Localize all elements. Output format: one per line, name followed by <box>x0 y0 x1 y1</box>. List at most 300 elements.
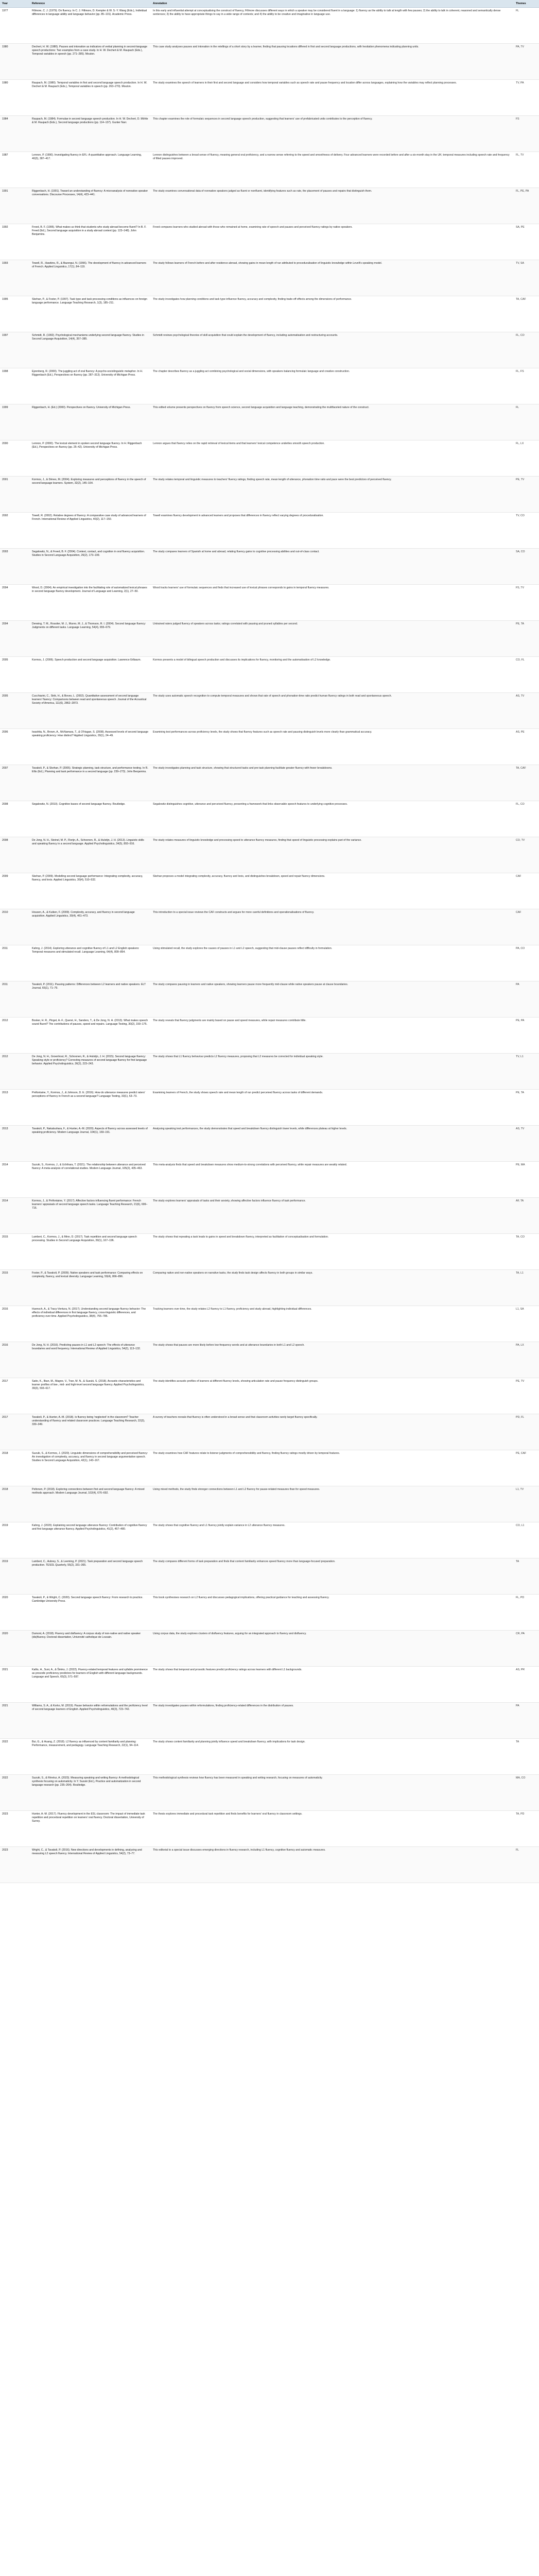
year-cell: 2022 <box>0 1775 30 1811</box>
reference-text[interactable]: Skehan, P., & Foster, P. (1997). Task type and task processing conditions as influences on foreign language performance. Language Teaching Research, 1(3), 185–211. <box>32 298 147 304</box>
reference-text[interactable]: Cucchiarini, C., Strik, H., & Boves, L. (2002). Quantitative assessment of second language learners' fluency: Comparisons between read and spontaneous speech. Journal of the Acoustical Society of America, 111(6), 2862–2873. <box>32 694 147 705</box>
themes-cell: CAF <box>514 909 539 945</box>
annotation-cell: A survey of teachers reveals that fluency is often understood in a broad sense and that classroom activities rarely target fluency specifically. <box>151 1414 514 1450</box>
year-cell: 1991 <box>0 188 30 224</box>
year-cell: 2011 <box>0 981 30 1018</box>
reference-text[interactable]: Fillmore, C. J. (1979). On fluency. In C. J. Fillmore, D. Kempler & W. S.-Y. Wang (Eds.), Individual differences in language ability and language behavior (pp. 85–101). Academic Press. <box>32 9 147 16</box>
reference-text[interactable]: Segalowitz, N. (2010). Cognitive bases of second language fluency. Routledge. <box>32 803 126 806</box>
year-cell: 2010 <box>0 909 30 945</box>
table-row <box>0 945 539 981</box>
reference-text[interactable]: Raupach, M. (1980). Temporal variables in first and second language speech production. In H. W. Dechert & M. Raupach (Eds.), Temporal variables in speech (pp. 263–270). Mouton. <box>32 81 147 88</box>
reference-cell <box>30 224 151 260</box>
reference-text[interactable]: Huensch, A., & Tracy-Ventura, N. (2017). Understanding second language fluency behavior: The effects of individual differences in first language fluency, cross-linguistic differences, and proficiency over time. Applied Psycholinguistics, 38(4), 755–785. <box>32 1308 146 1318</box>
table-row <box>0 368 539 404</box>
reference-cell <box>30 1667 151 1703</box>
annotation-cell: The study reveals that fluency judgments are mainly based on pause and speed measures, while repair measures contribute little. <box>151 1018 514 1054</box>
reference-text[interactable]: Segalowitz, N., & Freed, B. F. (2004). Context, contact, and cognition in oral fluency acquisition. Studies in Second Language Acquisition, 26(2), 173–199. <box>32 550 145 557</box>
table-row <box>0 909 539 945</box>
annotation-cell: This chapter examines the role of formulaic sequences in second language speech production, suggesting that learners' use of prefabricated units contributes to the perception of fluency. <box>151 116 514 152</box>
annotation-cell: The study examines the speech of learners in their first and second language and considers how temporal variables such as speech rate and pause frequency and location differ across languages, explaining how the variables may reflect planning processes. <box>151 80 514 116</box>
year-cell: 2012 <box>0 1054 30 1090</box>
reference-cell <box>30 404 151 440</box>
reference-text[interactable]: Bui, G., & Huang, Z. (2018). L2 fluency as influenced by content familiarity and planning: Performance, measurement, and pedagogy. Language Teaching Research, 22(1), 94–114. <box>32 1740 139 1747</box>
themes-cell: AS, PR <box>514 1667 539 1703</box>
table-row <box>0 116 539 152</box>
year-cell: 2008 <box>0 837 30 873</box>
year-cell: 2007 <box>0 765 30 801</box>
annotation-cell: Schmidt reviews psychological theories of skill acquisition that could explain the development of fluency, including automatisation and restructuring accounts. <box>151 332 514 368</box>
reference-cell <box>30 1450 151 1486</box>
table-row <box>0 1522 539 1558</box>
year-cell: 2022 <box>0 1739 30 1775</box>
reference-cell <box>30 1162 151 1198</box>
themes-cell: FL <box>514 8 539 44</box>
table-row <box>0 837 539 873</box>
table-row <box>0 332 539 368</box>
reference-cell <box>30 188 151 224</box>
annotation-cell: The study explores learners' appraisals of tasks and their anxiety, showing affective factors influence fluency of task performance. <box>151 1198 514 1234</box>
table-row <box>0 1054 539 1090</box>
year-cell: 1995 <box>0 296 30 332</box>
year-cell: 2015 <box>0 1234 30 1270</box>
year-cell: 2019 <box>0 1558 30 1595</box>
reference-cell <box>30 152 151 188</box>
year-cell: 1977 <box>0 8 30 44</box>
table-body <box>0 8 539 1883</box>
reference-text[interactable]: Lennon, P. (2000). The lexical element in spoken second language fluency. In H. Riggenbach (Ed.), Perspectives on fluency (pp. 25–42). University of Michigan Press. <box>32 442 142 449</box>
reference-cell <box>30 1558 151 1595</box>
year-cell: 2013 <box>0 1126 30 1162</box>
table-row <box>0 801 539 837</box>
reference-text[interactable]: Suzuki, S., & Révész, A. (2023). Measuring speaking and writing fluency: A methodological synthesis focusing on automaticity. In Y. Suzuki (Ed.), Practice and automatization in second language research (pp. 235–264). Routledge. <box>32 1776 141 1787</box>
themes-cell: L1, TV <box>514 1486 539 1522</box>
annotation-cell: The study shows content familiarity and planning jointly influence speed and breakdown fluency, with implications for task design. <box>151 1739 514 1775</box>
reference-cell <box>30 1703 151 1739</box>
header-year: Year <box>0 0 30 8</box>
year-cell: 2023 <box>0 1847 30 1883</box>
themes-cell: PE, TA <box>514 1090 539 1126</box>
reference-cell <box>30 1054 151 1090</box>
year-cell: 2017 <box>0 1414 30 1450</box>
annotation-cell: Comparing native and non-native speakers on narrative tasks, the study finds task design affects fluency in both groups in similar ways. <box>151 1270 514 1306</box>
reference-text[interactable]: Tavakoli, P., & Skehan, P. (2005). Strategic planning, task structure, and performance testing. In R. Ellis (Ed.), Planning and task performance in a second language (pp. 239–273). John Benjamins. <box>32 767 148 773</box>
annotation-cell: Segalowitz distinguishes cognitive, utterance and perceived fluency, presenting a framework that links observable speech features to underlying cognitive processes. <box>151 801 514 837</box>
annotation-cell: Using stimulated recall, the study explores the causes of pauses in L1 and L2 speech, suggesting that mid-clause pauses reflect difficulty in formulation. <box>151 945 514 981</box>
themes-cell: PA, CO <box>514 945 539 981</box>
annotation-cell: The study uses automatic speech recognition to compute temporal measures and shows that rate of speech and phonation-time ratio predict human fluency ratings in both read and spontaneous speech. <box>151 693 514 729</box>
reference-text[interactable]: Towell, R., Hawkins, R., & Bazergui, N. (1996). The development of fluency in advanced learners of French. Applied Linguistics, 17(1), 84–119. <box>32 262 146 268</box>
year-cell: 2000 <box>0 440 30 477</box>
annotation-cell: This introduction to a special issue reviews the CAF constructs and argues for more careful definitions and operationalisations of fluency. <box>151 909 514 945</box>
annotation-cell: The study compares different forms of task preparation and finds that content familiarity enhances speed fluency more than language-focused preparation. <box>151 1558 514 1595</box>
themes-cell: AF, TA <box>514 1198 539 1234</box>
reference-cell <box>30 621 151 657</box>
reference-cell <box>30 1775 151 1811</box>
themes-cell: CAF <box>514 873 539 909</box>
table-row <box>0 1703 539 1739</box>
annotation-cell: The study examines how CAF features relate to listener judgments of comprehensibility and fluency, finding fluency ratings mostly driven by temporal features. <box>151 1450 514 1486</box>
themes-cell: TA, CO <box>514 1234 539 1270</box>
themes-cell: FL, CO <box>514 801 539 837</box>
annotation-cell: Towell examines fluency development in advanced learners and proposes that differences in fluency reflect varying degrees of proceduralisation. <box>151 513 514 549</box>
annotation-cell: The study shows that cognitive fluency and L1 fluency jointly explain variance in L2 utterance fluency measures. <box>151 1522 514 1558</box>
reference-text[interactable]: Kallio, H., Suni, A., & Šimko, J. (2022). Fluency-related temporal features and syllable prominence as prosodic proficiency predictors for learners of English with different language backgrounds. Language and Speech, 65(3), 571–597. <box>32 1668 148 1679</box>
reference-cell <box>30 296 151 332</box>
table-row <box>0 404 539 440</box>
reference-text[interactable]: Raupach, M. (1984). Formulae in second language speech production. In H. W. Dechert, D. Möhle & M. Raupach (Eds.), Second language productions (pp. 114–137). Gunter Narr. <box>32 117 148 124</box>
reference-cell <box>30 8 151 44</box>
table-row <box>0 513 539 549</box>
reference-cell <box>30 44 151 80</box>
themes-cell: AS, TV <box>514 1126 539 1162</box>
annotation-cell: The study relates temporal and linguistic measures to teachers' fluency ratings, finding speech rate, mean length of utterance, phonation time ratio and pace were the best predictors of perceived fluency. <box>151 477 514 513</box>
table-row <box>0 1667 539 1703</box>
themes-cell: SA, PE <box>514 224 539 260</box>
annotation-cell: The study follows learners of French before and after residence abroad, showing gains in mean length of run attributed to proceduralisation of linguistic knowledge within Levelt's speaking model. <box>151 260 514 296</box>
themes-cell: PD, FL <box>514 1414 539 1450</box>
themes-cell: AS, TV <box>514 693 539 729</box>
year-cell: 2016 <box>0 1306 30 1342</box>
reference-text[interactable]: Hunter, A.-M. (2017). Fluency development in the ESL classroom: The impact of immediate task repetition and procedural repetition on learners' oral fluency. Doctoral dissertation, University of Surrey. <box>32 1812 145 1823</box>
year-cell: 1997 <box>0 332 30 368</box>
reference-text[interactable]: Suzuki, S., & Kormos, J. (2020). Linguistic dimensions of comprehensibility and perceived fluency: An investigation of complexity, accuracy, and fluency in second language argumentative speech. Studies in Second Language Acquisition, 42(1), 143–167. <box>32 1452 148 1462</box>
themes-cell: TA, CAF <box>514 765 539 801</box>
table-row <box>0 693 539 729</box>
reference-text[interactable]: Kahng, J. (2014). Exploring utterance and cognitive fluency of L1 and L2 English speakers: Temporal measures and stimulated recall. Language Learning, 64(4), 809–854. <box>32 947 140 954</box>
annotation-cell: The study relates measures of linguistic knowledge and processing speed to utterance fluency measures, finding that speed of linguistic processing explains part of the variance. <box>151 837 514 873</box>
annotation-cell: Examining test performances across proficiency levels, the study shows that fluency features such as speech rate and pausing distinguish levels more clearly than grammatical accuracy. <box>151 729 514 765</box>
themes-cell: TV, SA <box>514 260 539 296</box>
themes-cell: L1, SA <box>514 1306 539 1342</box>
reference-text[interactable]: Tavakoli, P. (2011). Pausing patterns: Differences between L2 learners and native speakers. ELT Journal, 65(1), 71–79. <box>32 983 146 990</box>
reference-cell <box>30 1595 151 1631</box>
table-row <box>0 44 539 80</box>
table-row <box>0 1775 539 1811</box>
annotation-cell: Tracking learners over time, the study relates L2 fluency to L1 fluency, proficiency and study abroad, highlighting individual differences. <box>151 1306 514 1342</box>
year-cell: 2017 <box>0 1378 30 1414</box>
reference-text[interactable]: Dechert, H. W. (1980). Pauses and intonation as indicators of verbal planning in second-language speech productions: Two examples from a case study. In H. W. Dechert & M. Raupach (Eds.), Temporal variables in speech (pp. 271–285). Mouton. <box>32 45 148 56</box>
reference-text[interactable]: Skehan, P. (2009). Modelling second language performance: Integrating complexity, accuracy, fluency, and lexis. Applied Linguistics, 30(4), 510–532. <box>32 875 143 882</box>
reference-cell <box>30 1811 151 1847</box>
year-cell: 2008 <box>0 801 30 837</box>
table-row <box>0 8 539 44</box>
annotation-cell: The study shows that L1 fluency behaviour predicts L2 fluency measures, proposing that L2 measures be corrected for individual speaking style. <box>151 1054 514 1090</box>
themes-cell: TV, PA <box>514 80 539 116</box>
annotation-cell: The chapter describes fluency as a juggling act combining psychological and social dimensions, with speakers balancing formulaic language and creative construction. <box>151 368 514 404</box>
header-reference: Reference <box>30 0 151 8</box>
annotation-cell: Using mixed methods, the study finds stronger connections between L1 and L2 fluency for pause-related measures than for speed measures. <box>151 1486 514 1522</box>
header-annotation: Annotation <box>151 0 514 8</box>
reference-cell <box>30 549 151 585</box>
reference-text[interactable]: Kormos, J. (2006). Speech production and second language acquisition. Lawrence Erlbaum. <box>32 658 141 662</box>
year-cell: 1980 <box>0 80 30 116</box>
table-row <box>0 1090 539 1126</box>
themes-cell: PE, PA <box>514 1018 539 1054</box>
annotation-cell: Lennon distinguishes between a broad sense of fluency, meaning general oral proficiency, and a narrow sense referring to the speed and smoothness of delivery. Four advanced learners were recorded before and after a six-month stay in the UK; temporal measures including speech rate and frequency of filled pauses improved. <box>151 152 514 188</box>
year-cell: 2014 <box>0 1162 30 1198</box>
year-cell: 2018 <box>0 1450 30 1486</box>
reference-text[interactable]: Wood, D. (2004). An empirical investigation into the facilitating role of automatized lexical phrases in second language fluency development. Journal of Language and Learning, 2(1), 27–50. <box>32 586 147 593</box>
table-row <box>0 1811 539 1847</box>
annotation-cell: Examining learners of French, the study shows speech rate and mean length of run predict perceived fluency across tasks of different demands. <box>151 1090 514 1126</box>
table-row <box>0 440 539 477</box>
reference-text[interactable]: De Jong, N. H. (2016). Predicting pauses in L1 and L2 speech: The effects of utterance boundaries and word frequency. International Review of Applied Linguistics, 54(2), 113–132. <box>32 1344 141 1350</box>
annotation-cell: The study identifies acoustic profiles of learners at different fluency levels, showing articulation rate and pause frequency distinguish groups. <box>151 1378 514 1414</box>
table-row <box>0 152 539 188</box>
reference-text[interactable]: Iwashita, N., Brown, A., McNamara, T., & O'Hagan, S. (2008). Assessed levels of second language speaking proficiency: How distinct? Applied Linguistics, 29(1), 24–49. <box>32 731 149 737</box>
year-cell: 1999 <box>0 404 30 440</box>
themes-cell: PA, TV <box>514 44 539 80</box>
annotation-cell: The study investigates pauses within reformulations, finding proficiency-related differences in the distribution of pauses. <box>151 1703 514 1739</box>
reference-text[interactable]: Tavakoli, P., & Wright, C. (2020). Second language speech fluency: From research to practice. Cambridge University Press. <box>32 1596 143 1603</box>
reference-cell <box>30 729 151 765</box>
themes-cell: FL, LX <box>514 440 539 477</box>
table-row <box>0 1739 539 1775</box>
year-cell: 1984 <box>0 116 30 152</box>
reference-cell <box>30 873 151 909</box>
year-cell: 2006 <box>0 729 30 765</box>
themes-cell: FS, TV <box>514 585 539 621</box>
annotation-cell: The study shows that repeating a task leads to gains in speed and breakdown fluency, interpreted as facilitation of conceptualisation and formulation. <box>151 1234 514 1270</box>
reference-text[interactable]: Riggenbach, H. (Ed.) (2000). Perspectives on fluency. University of Michigan Press. <box>32 406 131 409</box>
reference-text[interactable]: Kormos, J., & Dénes, M. (2004). Exploring measures and perceptions of fluency in the speech of second language learners. System, 32(2), 145–164. <box>32 478 146 485</box>
reference-text[interactable]: Schmidt, R. (1992). Psychological mechanisms underlying second language fluency. Studies in Second Language Acquisition, 14(4), 357–385. <box>32 334 144 341</box>
annotation-cell: Analysing speaking test performances, the study demonstrates that speed and breakdown fluency distinguish lower levels, while differences plateau at higher levels. <box>151 1126 514 1162</box>
year-cell: 1998 <box>0 368 30 404</box>
reference-text[interactable]: Lambert, C., Aubrey, S., & Leeming, P. (2021). Task preparation and second language speech production. TESOL Quarterly, 55(2), 331–365. <box>32 1560 143 1567</box>
table-row <box>0 1450 539 1486</box>
themes-cell: TA, PD <box>514 1811 539 1847</box>
year-cell: 2009 <box>0 873 30 909</box>
reference-text[interactable]: De Jong, N. H., Groenhout, R., Schoonen, R., & Hulstijn, J. H. (2015). Second language fluency: Speaking style or proficiency? Correcting measures of second language fluency for first language behavior. Applied Psycholinguistics, 36(2), 223–243. <box>32 1055 147 1065</box>
reference-text[interactable]: Towell, R. (2002). Relative degrees of fluency: A comparative case study of advanced learners of French. International Review of Applied Linguistics, 40(2), 117–150. <box>32 514 146 521</box>
table-row <box>0 729 539 765</box>
reference-text[interactable]: Kormos, J., & Préfontaine, Y. (2017). Affective factors influencing fluent performance: French learners' appraisals of second language speech tasks. Language Teaching Research, 21(6), 699–716. <box>32 1199 148 1210</box>
themes-cell: CR, PA <box>514 1631 539 1667</box>
reference-cell <box>30 1126 151 1162</box>
themes-cell: CO, FL <box>514 657 539 693</box>
reference-cell <box>30 801 151 837</box>
reference-text[interactable]: Kahng, J. (2020). Explaining second language utterance fluency: Contribution of cognitive fluency and first language utterance fluency. Applied Psycholinguistics, 41(2), 457–480. <box>32 1524 147 1531</box>
themes-cell: TV, CO <box>514 513 539 549</box>
reference-cell <box>30 765 151 801</box>
table-row <box>0 1306 539 1342</box>
table-row <box>0 1847 539 1883</box>
reference-cell <box>30 80 151 116</box>
reference-cell <box>30 1198 151 1234</box>
year-cell: 2021 <box>0 1667 30 1703</box>
year-cell: 2013 <box>0 1090 30 1126</box>
themes-cell: SA, CO <box>514 549 539 585</box>
table-row <box>0 296 539 332</box>
reference-text[interactable]: Tavakoli, P., Nakatsuhara, F., & Hunter, A.-M. (2020). Aspects of fluency across assessed levels of speaking proficiency. Modern Language Journal, 104(1), 169–191. <box>32 1127 148 1134</box>
reference-text[interactable]: Ejzenberg, R. (2000). The juggling act of oral fluency: A psycho-sociolinguistic metaphor. In H. Riggenbach (Ed.), Perspectives on fluency (pp. 287–313). University of Michigan Press. <box>32 370 143 377</box>
year-cell: 2014 <box>0 1198 30 1234</box>
reference-cell <box>30 332 151 368</box>
table-row <box>0 981 539 1018</box>
reference-cell <box>30 260 151 296</box>
reference-cell <box>30 1342 151 1378</box>
annotation-cell: In this early and influential attempt at conceptualising the construct of fluency, Fillmore discusses different ways in which a speaker may be considered fluent in a language: 1) fluency as the ability to talk at length with few pauses; 2) the ability to talk in coherent, reasoned and semantically dense sentences; 3) the ability to have appropriate things to say in a wide range of contexts; and 4) the ability to be creative and imaginative in language use. <box>151 8 514 44</box>
themes-cell: TA, CAF <box>514 296 539 332</box>
themes-cell: CO, L1 <box>514 1522 539 1558</box>
reference-text[interactable]: Foster, P., & Tavakoli, P. (2009). Native speakers and task performance: Comparing effects on complexity, fluency, and lexical diversity. Language Learning, 59(4), 866–896. <box>32 1272 143 1278</box>
reference-cell <box>30 585 151 621</box>
annotation-cell: The thesis explores immediate and procedural task repetition and finds benefits for learners' oral fluency in classroom settings. <box>151 1811 514 1847</box>
reference-cell <box>30 693 151 729</box>
themes-cell: TV, L1 <box>514 1054 539 1090</box>
reference-cell <box>30 1306 151 1342</box>
table-row <box>0 873 539 909</box>
themes-cell: PE, TA <box>514 621 539 657</box>
reference-cell <box>30 1378 151 1414</box>
table-row <box>0 549 539 585</box>
year-cell: 1992 <box>0 224 30 260</box>
reference-text[interactable]: Riggenbach, H. (1991). Toward an understanding of fluency: A microanalysis of nonnative speaker conversations. Discourse Processes, 14(4), 423–441. <box>32 190 148 196</box>
annotation-cell: The study examines conversational data of nonnative speakers judged as fluent or nonfluent, identifying features such as rate, the placement of pauses and repairs that distinguish them. <box>151 188 514 224</box>
reference-cell <box>30 477 151 513</box>
reference-cell <box>30 657 151 693</box>
themes-cell: PE, TV <box>514 1378 539 1414</box>
reference-text[interactable]: Saito, K., Ilkan, M., Magne, V., Tran, M. N., & Suzuki, S. (2018). Acoustic characteristics and learner profiles of low-, mid- and high-level second language fluency. Applied Psycholinguistics, 39(3), 593–617. <box>32 1380 145 1390</box>
table-row <box>0 1198 539 1234</box>
annotation-cell: This case study analyses pauses and intonation in the retellings of a short story by a learner, finding that pausing locations differed in first and second language productions, with hesitation phenomena indicating planning units. <box>151 44 514 80</box>
themes-cell: PA, LX <box>514 1342 539 1378</box>
reference-cell <box>30 440 151 477</box>
table-row <box>0 1342 539 1378</box>
annotation-cell: The study compares learners of Spanish at home and abroad, relating fluency gains to cognitive processing abilities and out-of-class contact. <box>151 549 514 585</box>
year-cell: 2021 <box>0 1703 30 1739</box>
reference-text[interactable]: Préfontaine, Y., Kormos, J., & Johnson, D. E. (2016). How do utterance measures predict raters' perceptions of fluency in French as a second language? Language Testing, 33(1), 53–73. <box>32 1091 145 1098</box>
table-row <box>0 1270 539 1306</box>
reference-text[interactable]: Peltonen, P. (2018). Exploring connections between first and second language fluency: A mixed methods approach. Modern Language Journal, 102(4), 676–692. <box>32 1488 145 1495</box>
table-row <box>0 765 539 801</box>
table-row <box>0 1234 539 1270</box>
themes-cell: TA, L1 <box>514 1270 539 1306</box>
year-cell: 2005 <box>0 693 30 729</box>
reference-text[interactable]: Dumont, A. (2018). Fluency and disfluency: A corpus study of non-native and native speaker (dis)fluency. Doctoral dissertation, Université catholique de Louvain. <box>32 1632 141 1639</box>
annotation-cell: Skehan proposes a model integrating complexity, accuracy, fluency and lexis, and distinguishes breakdown, speed and repair fluency dimensions. <box>151 873 514 909</box>
reference-cell <box>30 513 151 549</box>
table-row <box>0 657 539 693</box>
table-row <box>0 621 539 657</box>
reference-cell <box>30 1739 151 1775</box>
year-cell: 2011 <box>0 945 30 981</box>
year-cell: 2005 <box>0 657 30 693</box>
annotation-cell: This editorial to a special issue discusses emerging directions in fluency research, including L1 fluency, cognitive fluency and automatic measures. <box>151 1847 514 1883</box>
table-row <box>0 1486 539 1522</box>
year-cell: 1993 <box>0 260 30 296</box>
year-cell: 2004 <box>0 585 30 621</box>
reference-text[interactable]: Lambert, C., Kormos, J., & Minn, D. (2017). Task repetition and second language speech processing. Studies in Second Language Acquisition, 39(1), 167–196. <box>32 1235 137 1242</box>
annotation-cell: The study investigates planning and task structure, showing that structured tasks and pre-task planning facilitate greater fluency with fewer breakdowns. <box>151 765 514 801</box>
annotation-cell: Untrained raters judged fluency of speakers across tasks; ratings correlated with pausing and pruned syllables per second. <box>151 621 514 657</box>
table-row <box>0 1595 539 1631</box>
themes-cell: CO, TV <box>514 837 539 873</box>
annotation-cell: The study shows that pauses are more likely before low-frequency words and at utterance boundaries in both L1 and L2 speech. <box>151 1342 514 1378</box>
annotation-cell: This meta-analysis finds that speed and breakdown measures show medium-to-strong correlations with perceived fluency, while repair measures are weakly related. <box>151 1162 514 1198</box>
table-row <box>0 1631 539 1667</box>
reference-text[interactable]: De Jong, N. H., Steinel, M. P., Florijn, A., Schoonen, R., & Hulstijn, J. H. (2013). Linguistic skills and speaking fluency in a second language. Applied Psycholinguistics, 34(5), 893–916. <box>32 839 144 845</box>
annotation-cell: This edited volume presents perspectives on fluency from speech science, second language acquisition and language teaching, demonstrating the multifaceted nature of the construct. <box>151 404 514 440</box>
themes-cell: AS, PE <box>514 729 539 765</box>
themes-cell: FL, TV <box>514 152 539 188</box>
reference-cell <box>30 1414 151 1450</box>
reference-text[interactable]: Wright, C., & Tavakoli, P. (2016). New directions and developments in defining, analyzing and measuring L2 speech fluency. International Review of Applied Linguistics, 54(2), 73–77. <box>32 1849 142 1855</box>
annotation-cell: This methodological synthesis reviews how fluency has been measured in speaking and writing research, focusing on measures of automaticity. <box>151 1775 514 1811</box>
reference-text[interactable]: Bosker, H. R., Pinget, A.-F., Quené, H., Sanders, T., & De Jong, N. H. (2013). What makes speech sound fluent? The contributions of pauses, speed and repairs. Language Testing, 30(2), 159–175. <box>32 1019 148 1026</box>
reference-cell <box>30 981 151 1018</box>
year-cell: 2020 <box>0 1595 30 1631</box>
themes-cell: PA <box>514 1703 539 1739</box>
year-cell: 2023 <box>0 1811 30 1847</box>
annotation-cell: Freed compares learners who studied abroad with those who remained at home, examining rate of speech and pauses and perceived fluency ratings by native speakers. <box>151 224 514 260</box>
table-row <box>0 477 539 513</box>
reference-text[interactable]: Lennon, P. (1990). Investigating fluency in EFL: A quantitative approach. Language Learning, 40(3), 387–417. <box>32 154 142 160</box>
table-row <box>0 585 539 621</box>
year-cell: 1987 <box>0 152 30 188</box>
themes-cell: PE, TV <box>514 477 539 513</box>
annotation-cell: Using corpus data, the study explores clusters of disfluency features, arguing for an integrated approach to fluency and disfluency. <box>151 1631 514 1667</box>
year-cell: 2001 <box>0 477 30 513</box>
reference-cell <box>30 1631 151 1667</box>
themes-cell: PE, MA <box>514 1162 539 1198</box>
reference-cell <box>30 1234 151 1270</box>
year-cell: 1980 <box>0 44 30 80</box>
themes-cell: TA <box>514 1558 539 1595</box>
reference-cell <box>30 1522 151 1558</box>
reference-cell <box>30 837 151 873</box>
themes-cell: FL, FS <box>514 368 539 404</box>
annotation-cell: The study shows that temporal and prosodic features predict proficiency ratings across learners with different L1 backgrounds. <box>151 1667 514 1703</box>
table-row <box>0 1378 539 1414</box>
annotation-cell: Lennon argues that fluency relies on the rapid retrieval of lexical items and that learners' lexical competence underlies smooth speech production. <box>151 440 514 477</box>
table-row <box>0 260 539 296</box>
themes-cell: PA <box>514 981 539 1018</box>
themes-cell: FL, PD <box>514 1595 539 1631</box>
reference-cell <box>30 909 151 945</box>
reference-text[interactable]: Suzuki, S., Kormos, J., & Uchihara, T. (2021). The relationship between utterance and perceived fluency: A meta-analysis of correlational studies. Modern Language Journal, 105(2), 435–463. <box>32 1163 146 1170</box>
year-cell: 2004 <box>0 621 30 657</box>
themes-cell: FL, CO <box>514 332 539 368</box>
year-cell: 2020 <box>0 1631 30 1667</box>
reference-cell <box>30 368 151 404</box>
table-row <box>0 1414 539 1450</box>
reference-text[interactable]: Freed, B. F. (1995). What makes us think that students who study abroad become fluent? In B. F. Freed (Ed.), Second language acquisition in a study abroad context (pp. 123–148). John Benjamins. <box>32 226 147 236</box>
table-row <box>0 1162 539 1198</box>
year-cell: 2015 <box>0 1270 30 1306</box>
table-row <box>0 1018 539 1054</box>
year-cell: 2012 <box>0 1018 30 1054</box>
reference-cell <box>30 1018 151 1054</box>
annotation-cell: The study investigates how planning conditions and task type influence fluency, accuracy and complexity, finding trade-off effects among the dimensions of performance. <box>151 296 514 332</box>
year-cell: 2003 <box>0 549 30 585</box>
themes-cell: FS <box>514 116 539 152</box>
reference-cell <box>30 1090 151 1126</box>
themes-cell: FL, PE, PA <box>514 188 539 224</box>
reference-text[interactable]: Tavakoli, P., & Hunter, A.-M. (2018). Is fluency being 'neglected' in the classroom? Teacher understanding of fluency and related classroom practices. Language Teaching Research, 22(3), 330–349. <box>32 1416 145 1426</box>
annotation-cell: Wood tracks learners' use of formulaic sequences and finds that increased use of lexical phrases corresponds to gains in temporal fluency measures. <box>151 585 514 621</box>
reference-text[interactable]: Williams, S. A., & Korko, M. (2019). Pause behavior within reformulations and the proficiency level of second language learners of English. Applied Psycholinguistics, 40(3), 723–742. <box>32 1704 148 1711</box>
table-row <box>0 188 539 224</box>
reference-text[interactable]: Derwing, T. M., Rossiter, M. J., Munro, M. J., & Thomson, R. I. (2004). Second language fluency: Judgments on different tasks. Language Learning, 54(4), 655–679. <box>32 622 146 629</box>
header-themes: Themes <box>514 0 539 8</box>
reference-text[interactable]: Housen, A., & Kuiken, F. (2009). Complexity, accuracy, and fluency in second language acquisition. Applied Linguistics, 30(4), 461–473. <box>32 911 135 918</box>
year-cell: 2019 <box>0 1522 30 1558</box>
themes-cell: MA, CO <box>514 1775 539 1811</box>
table-row <box>0 1126 539 1162</box>
year-cell: 2016 <box>0 1342 30 1378</box>
